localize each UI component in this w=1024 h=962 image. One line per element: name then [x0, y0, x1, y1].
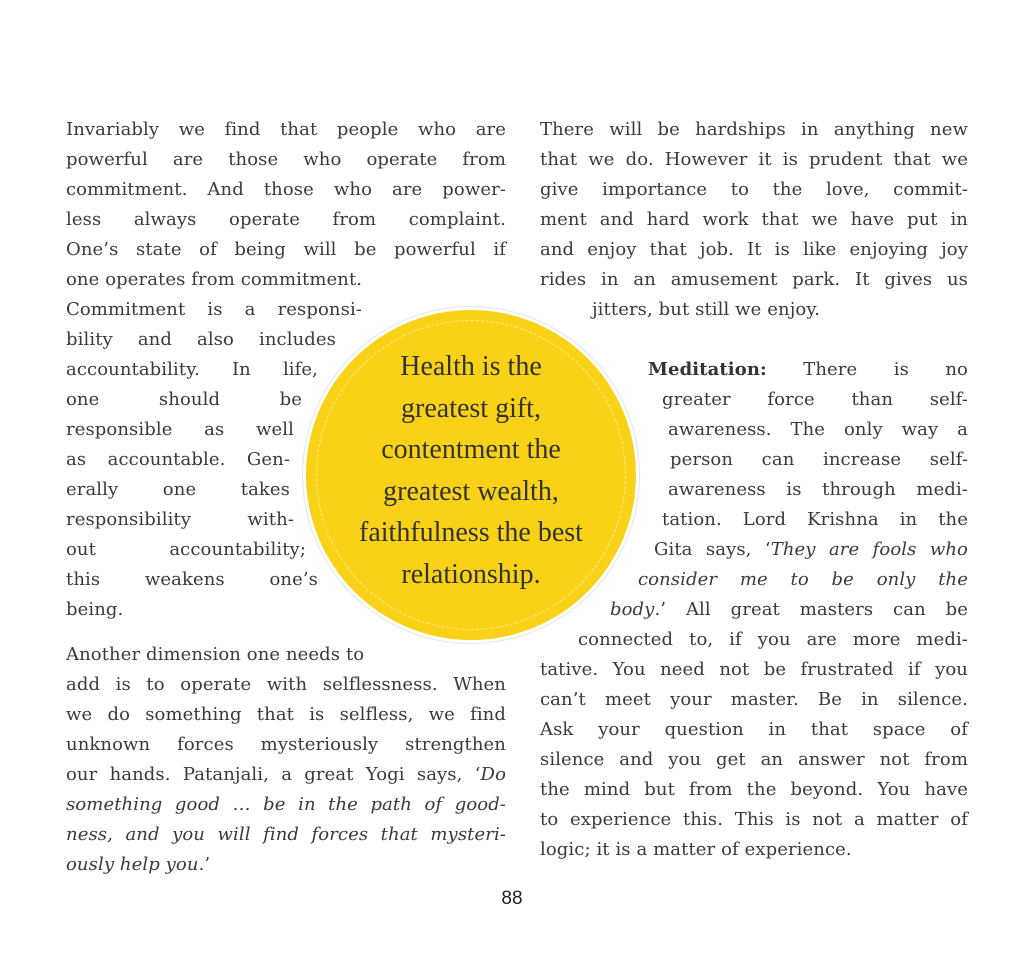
text-line	[610, 595, 968, 625]
meditation-heading: Meditation:	[648, 359, 767, 380]
text-run: our hands. Patanjali, a great Yogi says, ‘	[66, 764, 481, 785]
text-line: to experience this. This is not a matter of	[540, 809, 968, 830]
text-line: responsible as well	[66, 419, 294, 440]
text-line: logic; it is a matter of experience.	[540, 839, 852, 860]
text-line: rides in an amusement park. It gives us	[540, 269, 968, 290]
quote-line: relationship.	[401, 558, 541, 590]
text-line: connected to, if you are more medi-	[578, 629, 968, 650]
text-line: the mind but from the beyond. You have	[540, 779, 968, 800]
text-line: Invariably we find that people who are	[66, 119, 506, 140]
text-line: out accountability;	[66, 539, 306, 560]
text-line: ment and hard work that we have put in	[540, 209, 968, 230]
text-line: one should be	[66, 389, 302, 410]
text-line: responsibility with-	[66, 509, 294, 530]
page-number: 88	[501, 888, 523, 909]
text-line: Ask your question in that space of	[540, 719, 968, 740]
text-line: add is to operate with selflessness. When	[66, 674, 506, 695]
text-line: bility and also includes	[66, 329, 336, 350]
text-line: accountability. In life,	[66, 359, 318, 380]
italic-run: consider me to be only the	[638, 569, 968, 590]
text-line	[66, 790, 506, 820]
text-line: as accountable. Gen-	[66, 449, 290, 470]
quote-line: greatest gift,	[401, 392, 541, 424]
text-line: Commitment is a responsi-	[66, 299, 362, 320]
text-run: .’ All great masters can be	[654, 599, 968, 620]
text-line: person can increase self-	[670, 449, 968, 470]
text-line: we do something that is selfless, we find	[66, 704, 506, 725]
pull-quote-text	[306, 346, 636, 595]
pull-quote-circle	[306, 310, 636, 640]
quote-line: contentment the	[381, 434, 561, 465]
text-line: less always operate from complaint.	[66, 209, 506, 230]
text-line: awareness is through medi-	[668, 479, 968, 500]
text-line	[638, 565, 968, 595]
text-line	[66, 820, 506, 850]
text-line: jitters, but still we enjoy.	[592, 299, 821, 320]
text-line: awareness. The only way a	[668, 419, 968, 440]
text-line: unknown forces mysteriously strengthen	[66, 734, 506, 755]
text-line	[66, 760, 506, 790]
text-line	[648, 355, 968, 385]
italic-run: Do	[480, 764, 506, 785]
italic-run: body	[610, 599, 655, 620]
italic-run: ously help you	[66, 854, 199, 875]
text-line: Another dimension one needs to	[66, 644, 365, 665]
quote-line: greatest wealth,	[383, 475, 559, 507]
text-line	[66, 850, 210, 880]
text-line: that we do. However it is prudent that we	[540, 149, 968, 170]
text-line: and enjoy that job. It is like enjoying joy	[540, 239, 968, 260]
text-line: commitment. And those who are power-	[66, 179, 506, 200]
quote-line: faithfulness the best	[359, 517, 583, 548]
text-line: One’s state of being will be powerful if	[66, 239, 506, 260]
text-line	[654, 535, 968, 565]
text-line: There will be hardships in anything new	[540, 119, 968, 140]
text-line: give importance to the love, commit-	[540, 179, 968, 200]
text-line: tation. Lord Krishna in the	[662, 509, 968, 530]
italic-run: something good … be in the path of good-	[66, 794, 506, 815]
text-run: .’	[198, 854, 211, 875]
text-line: this weakens one’s	[66, 569, 318, 590]
text-line: greater force than self-	[662, 389, 968, 410]
text-line: silence and you get an answer not from	[540, 749, 968, 770]
text-line: tative. You need not be frustrated if you	[540, 659, 968, 680]
text-line: one operates from commitment.	[66, 269, 363, 290]
quote-line: Health is the	[400, 351, 542, 382]
italic-run: ness, and you will find forces that mysteri-	[66, 824, 506, 845]
text-run: Gita says, ‘	[654, 539, 771, 560]
text-line: erally one takes	[66, 479, 290, 500]
text-line: being.	[66, 599, 124, 620]
italic-run: They are fools who	[770, 539, 968, 560]
text-line: powerful are those who operate from	[66, 149, 506, 170]
text-line: can’t meet your master. Be in silence.	[540, 689, 968, 710]
text-run: There is no	[803, 359, 968, 380]
